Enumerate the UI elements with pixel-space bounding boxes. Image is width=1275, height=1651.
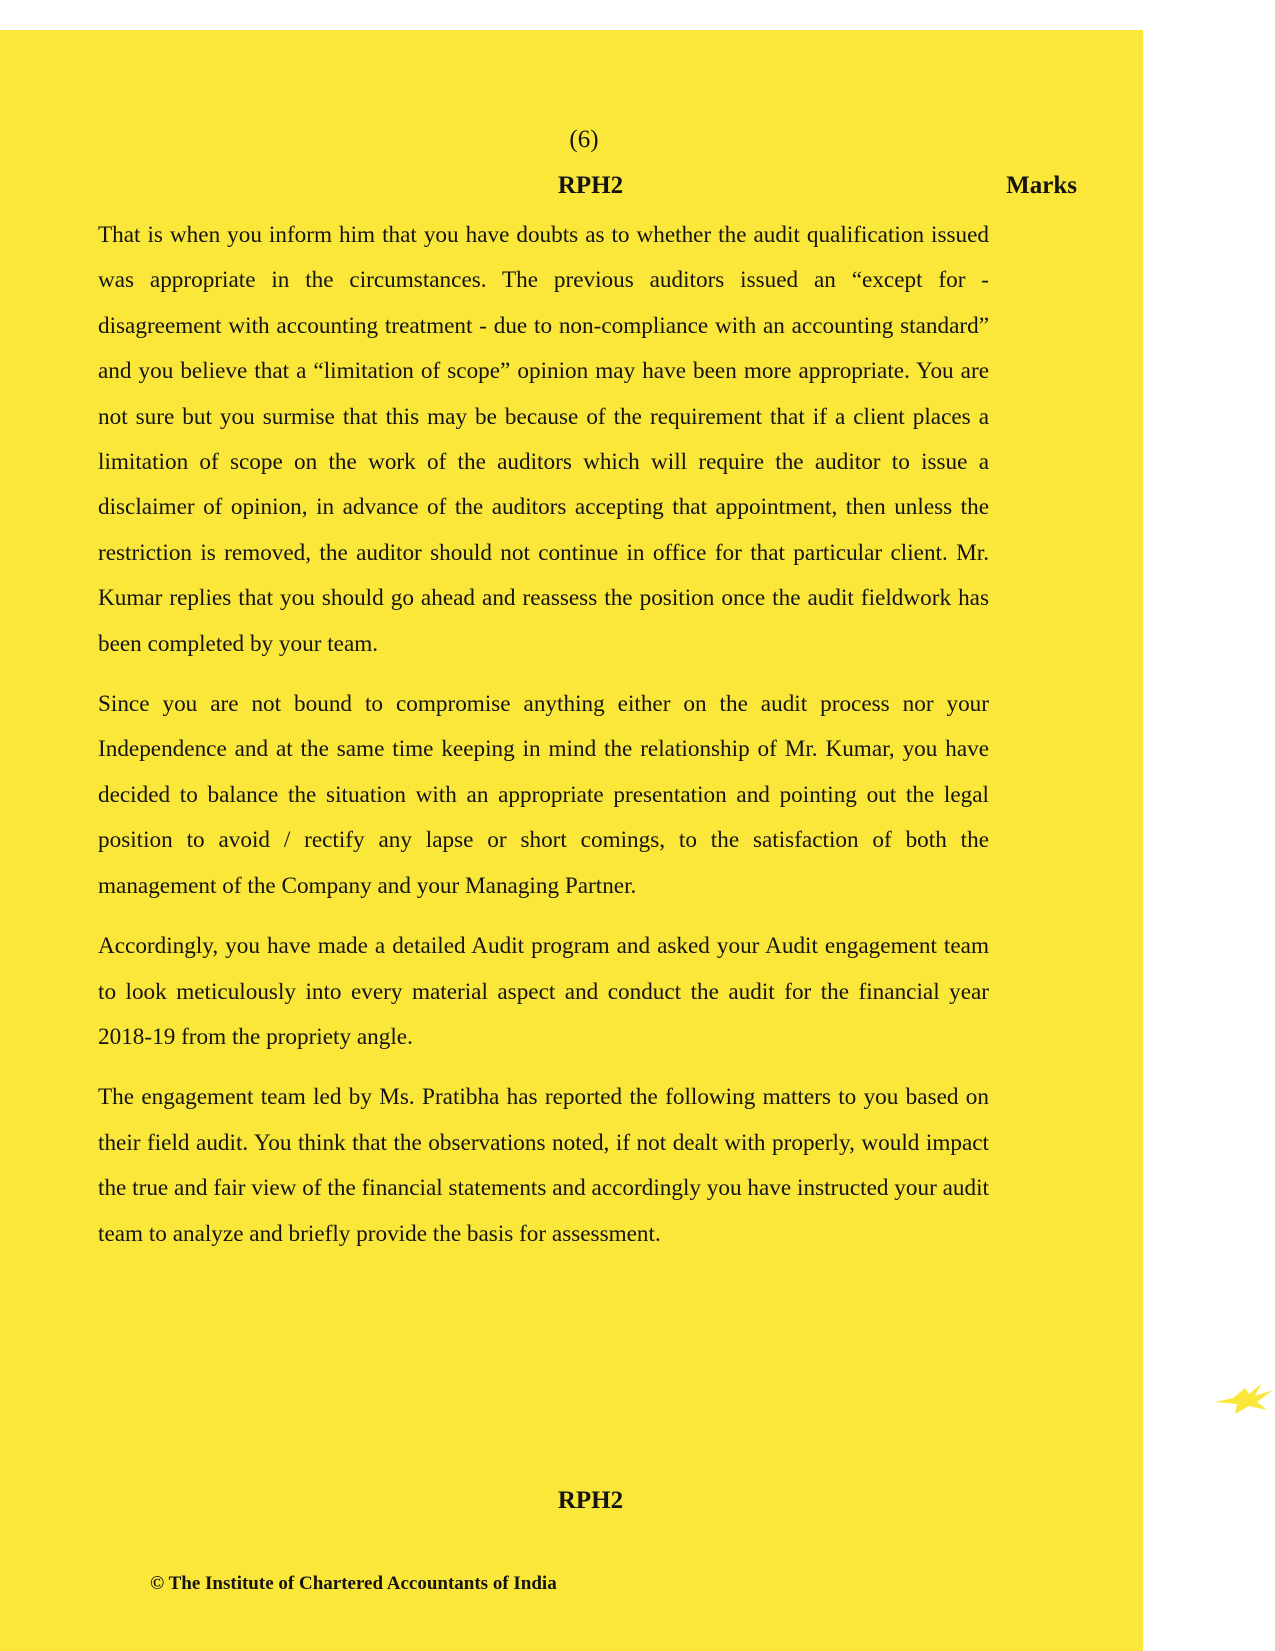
- torn-edge-mark: [1215, 1380, 1275, 1420]
- paragraph: Accordingly, you have made a detailed Audit program and asked your Audit engagement team to look meticulously into every material aspect and conduct the audit for the financial year 2018-19 from the propriety angle.: [98, 933, 989, 1050]
- paper-code-footer: RPH2: [557, 1487, 624, 1514]
- question-body: [98, 213, 989, 1272]
- exam-page: [0, 30, 1143, 1651]
- paper-code-header: RPH2: [557, 172, 624, 199]
- paragraph: Since you are not bound to compromise anything either on the audit process nor your Independence and at the same time keeping in mind the relationship of Mr. Kumar, you have decided to balance the situation with an appropriate presentation and pointing out the legal position to avoid / rectify any lapse or short comings, to the satisfaction of both the management of the Company and your Managing Partner.: [98, 691, 989, 899]
- paragraph: That is when you inform him that you have doubts as to whether the audit qualification issued was appropriate in the circumstances. The previous auditors issued an “except for - disagreement with accounting treatment - due to non-compliance with an accounting standard” and you believe that a “limitation of scope” opinion may have been more appropriate. You are not sure but you surmise that this may be because of the requirement that if a client places a limitation of scope on the work of the auditors which will require the auditor to issue a disclaimer of opinion, in advance of the auditors accepting that appointment, then unless the restriction is removed, the auditor should not continue in office for that particular client. Mr. Kumar replies that you should go ahead and reassess the position once the audit fieldwork has been completed by your team.: [98, 222, 989, 657]
- page-number: (6): [569, 126, 599, 153]
- copyright-notice: © The Institute of Chartered Accountants of India: [150, 1573, 557, 1594]
- marks-column-label: Marks: [1006, 172, 1077, 199]
- paragraph: The engagement team led by Ms. Pratibha has reported the following matters to you based on their field audit. You think that the observations noted, if not dealt with properly, would impact the true and fair view of the financial statements and accordingly you have instructed your audit team to analyze and briefly provide the basis for assessment.: [98, 1084, 989, 1247]
